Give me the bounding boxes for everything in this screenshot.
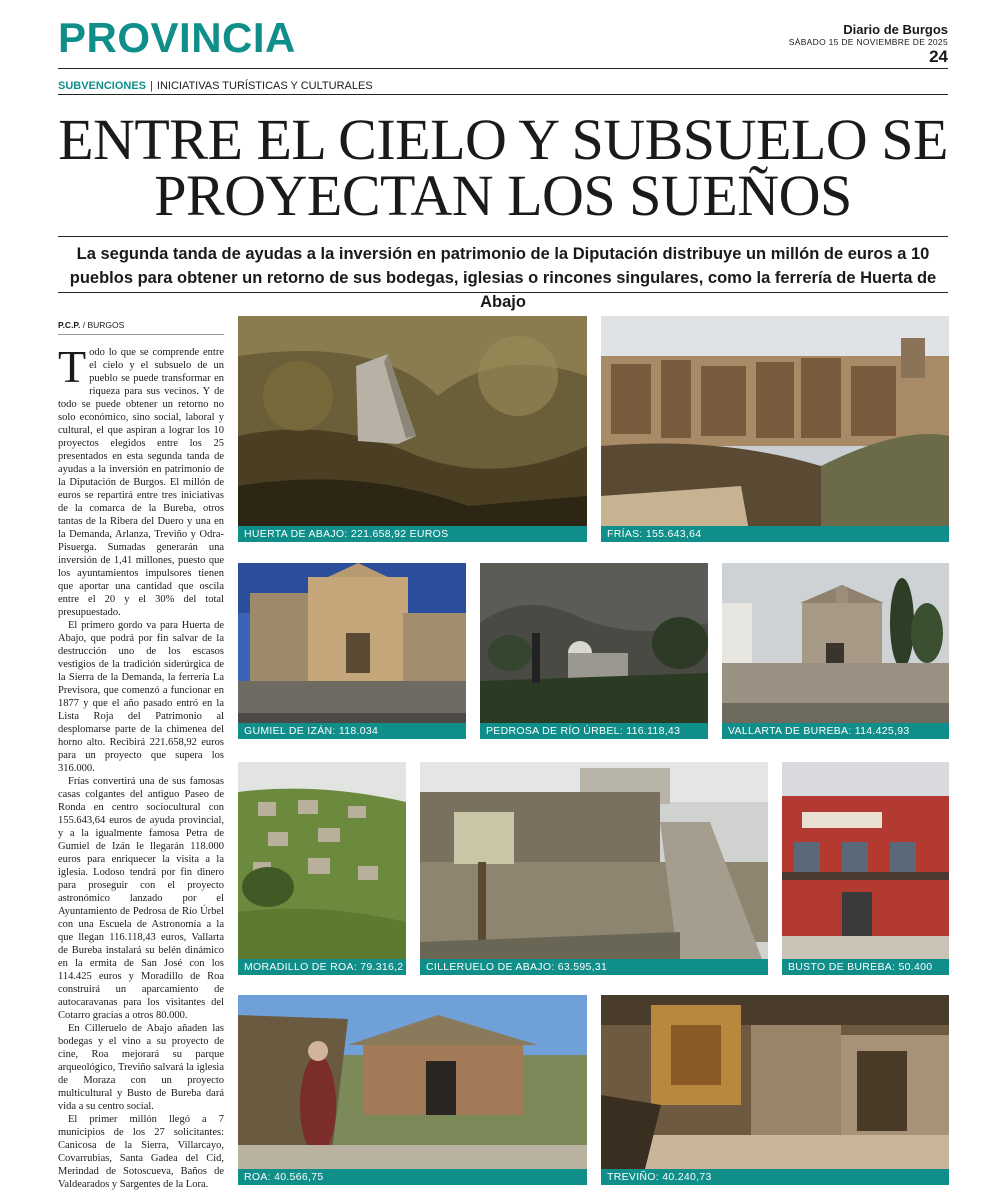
photo-cilleruelo-de-abajo	[420, 762, 768, 975]
photo-caption: VALLARTA DE BUREBA: 114.425,93	[722, 723, 949, 739]
header-rule	[58, 68, 948, 69]
photo-caption: GUMIEL DE IZÁN: 118.034	[238, 723, 466, 739]
article-body	[58, 341, 224, 1191]
byline-author: P.C.P.	[58, 320, 81, 330]
photo-moradillo-de-roa	[238, 762, 406, 975]
paragraph: Frías convertirá una de sus famosas casas colgantes del antiguo Paseo de Ronda en centro sociocultural con 155.643,64 euros de ayuda provincial, y a la igualmente famosa Petra de Gumiel de Izán le llegarán 118.000 euros para enriquecer la visita a la iglesia. Lodoso tendrá por fin dinero para proseguir con el proyecto astronómico lanzado por el Ayuntamiento de Pedrosa de Río Úrbel con una Escuela de Astronomía a la que llegan 116.118,43 euros, Vallarta de Bureba instalará su belén dinámico en la ermita de San José con los 114.425 euros y Moradillo de Roa construirá un aparcamiento de autocaravanas para los visitantes del Cotarro gracias a otros 80.000.	[58, 776, 224, 1021]
ruined-chimney-image	[238, 316, 587, 542]
photo-trevino	[601, 995, 949, 1185]
page-number: 24	[929, 47, 948, 66]
photo-caption: FRÍAS: 155.643,64	[601, 526, 949, 542]
kicker-rule	[58, 94, 948, 95]
subheadline: La segunda tanda de ayudas a la inversión en patrimonio de la Diputación distribuye un millón de euros a 10 pueblos para obtener un retorno de sus bodegas, iglesias o rincones singulares, como la ferrería de Huerta de Abajo	[69, 245, 937, 311]
paragraph: En Cilleruelo de Abajo añaden las bodegas y el vino a su proyecto de cine, Roa mejorará su parque arqueológico, Treviño salvará la iglesia de Moraza con un proyecto multicultural y Busto de Bureba dará vida a su centro social.	[58, 1023, 224, 1112]
photo-caption: MORADILLO DE ROA: 79.316,2	[238, 959, 406, 975]
kicker-label: SUBVENCIONES	[58, 80, 147, 92]
section-title: PROVINCIA	[58, 14, 296, 61]
photo-caption: ROA: 40.566,75	[238, 1169, 587, 1185]
photo-pedrosa-de-rio-urbel	[480, 563, 708, 739]
paragraph: Todo lo que se comprende entre el cielo y el subsuelo de un pueblo se puede transformar en riqueza para sus vecinos. Y de todo se puede obtener un retorno no solo económico, sino social, laboral y cultural, el que aspiran a lograr los 10 proyectos elegidos entre los 25 presentados en esta segunda tanda de ayudas a la inversión en patrimonio de la Diputación de Burgos. El millón de euros se repartirá entre tres iniciativas de la comarca de la Bureba, otros tantas de la Ribera del Duero y una en la Demanda, Arlanza, Treviño y Odra-Pisuerga. Sumadas generarán una inversión de 1,41 millones, puesto que los ayuntamientos impulsores tienen que aportar una cantidad que oscila entre el 20 y el 30% del total presupuestado.	[58, 341, 224, 618]
paragraph: El primer millón llegó a 7 municipios de los 27 solicitantes: Canicosa de la Sierra, Villarcayo, Covarrubias, Santa Gadea del Cid, Merindad de Sotoscueva, Baños de Valdearados y Sargentes de la Lora.	[58, 1114, 224, 1190]
issue-date: SÁBADO 15 DE NOVIEMBRE DE 2025	[788, 37, 948, 47]
photo-gumiel-de-izan	[238, 563, 466, 739]
photo-caption: BUSTO DE BUREBA: 50.400	[782, 959, 949, 975]
photo-huerta-de-abajo	[238, 316, 587, 542]
photo-caption: HUERTA DE ABAJO: 221.658,92 EUROS	[238, 526, 587, 542]
red-building-image	[782, 762, 949, 975]
photo-frias	[601, 316, 949, 542]
church-interior-image	[601, 995, 949, 1185]
thatched-hut-image	[238, 995, 587, 1185]
kicker-separator: |	[150, 80, 153, 92]
photo-vallarta-de-bureba	[722, 563, 949, 739]
drop-cap: T	[58, 341, 87, 392]
hanging-houses-image	[601, 316, 949, 542]
hermitage-image	[722, 563, 949, 739]
subhead-bottom-rule	[58, 292, 948, 293]
kicker	[58, 80, 373, 92]
wine-cellars-hill-image	[238, 762, 406, 975]
photo-caption: CILLERUELO DE ABAJO: 63.595,31	[420, 959, 768, 975]
byline-place: BURGOS	[87, 320, 125, 330]
photo-roa	[238, 995, 587, 1185]
photo-busto-de-bureba	[782, 762, 949, 975]
newspaper-masthead	[789, 22, 948, 67]
stone-wall-sign-image	[420, 762, 768, 975]
church-facade-image	[238, 563, 466, 739]
newspaper-name: Diario de Burgos	[843, 22, 948, 37]
headline: ENTRE EL CIELO Y SUBSUELO SE PROYECTAN LOS SUEÑOS	[58, 107, 948, 228]
paragraph: El primero gordo va para Huerta de Abajo, que podrá por fin salvar de la destrucción uno de los escasos vestigios de la tradición siderúrgica de la Sierra de la Demanda, la ferrería La Previsora, que comenzó a funcionar en 1877 y que el año pasado entró en la Lista Roja del Patrimonio al desplomarse parte de la chimenea del horno alto. Recibirá 221.658,92 euros para un proyecto que supera los 316.000.	[58, 620, 224, 774]
byline: P.C.P. / BURGOS	[58, 320, 224, 335]
observatory-night-image	[480, 563, 708, 739]
photo-caption: TREVIÑO: 40.240,73	[601, 1169, 949, 1185]
subhead-top-rule	[58, 236, 948, 237]
photo-caption: PEDROSA DE RÍO ÚRBEL: 116.118,43	[480, 723, 708, 739]
kicker-topic: INICIATIVAS TURÍSTICAS Y CULTURALES	[156, 80, 373, 92]
